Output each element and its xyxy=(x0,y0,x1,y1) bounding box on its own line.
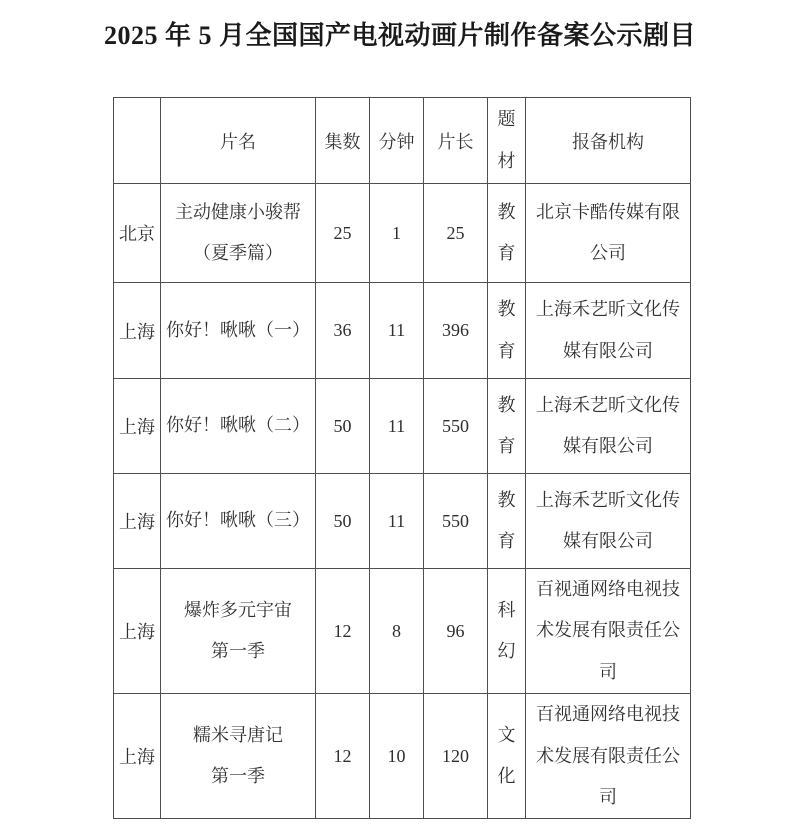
minutes-cell: 10 xyxy=(370,694,424,819)
length-cell: 25 xyxy=(424,184,488,283)
org-cell xyxy=(526,569,691,694)
org-line: 术发展有限责任公 xyxy=(536,745,680,766)
theme-cell xyxy=(488,184,526,283)
table-header-row xyxy=(114,98,691,184)
org-cell xyxy=(526,379,691,474)
minutes-cell: 8 xyxy=(370,569,424,694)
episodes-cell: 36 xyxy=(316,283,370,379)
header-title: 片名 xyxy=(161,98,316,184)
org-line: 媒有限公司 xyxy=(563,340,653,361)
org-cell xyxy=(526,474,691,569)
region-cell: 上海 xyxy=(114,379,161,474)
org-line: 媒有限公司 xyxy=(563,531,653,551)
title-line: 主动健康小骏帮 xyxy=(175,201,301,222)
theme-text: 科幻 xyxy=(497,599,516,662)
theme-cell xyxy=(488,694,526,819)
minutes-cell: 11 xyxy=(370,379,424,474)
theme-cell xyxy=(488,474,526,569)
table-row xyxy=(114,379,691,474)
length-cell: 96 xyxy=(424,569,488,694)
episodes-cell: 50 xyxy=(316,379,370,474)
theme-text: 教育 xyxy=(497,489,516,551)
length-cell: 396 xyxy=(424,283,488,379)
title-line: 你好！啾啾（一） xyxy=(166,319,310,340)
minutes-cell: 1 xyxy=(370,184,424,283)
org-line: 上海禾艺昕文化传 xyxy=(536,489,680,510)
title-line: 糯米寻唐记 xyxy=(193,724,283,745)
region-cell: 上海 xyxy=(114,569,161,694)
theme-cell xyxy=(488,379,526,474)
header-episodes: 集数 xyxy=(316,98,370,184)
header-minutes: 分钟 xyxy=(370,98,424,184)
region-cell: 上海 xyxy=(114,283,161,379)
episodes-cell: 12 xyxy=(316,569,370,694)
title-cell xyxy=(161,694,316,819)
header-theme xyxy=(488,98,526,184)
org-line: 司 xyxy=(599,786,617,807)
table-row xyxy=(114,694,691,819)
header-org: 报备机构 xyxy=(526,98,691,184)
title-cell xyxy=(161,184,316,283)
region-cell: 上海 xyxy=(114,474,161,569)
theme-text: 教育 xyxy=(497,394,516,456)
title-line: 爆炸多元宇宙 xyxy=(184,599,292,620)
theme-cell xyxy=(488,283,526,379)
table-row xyxy=(114,283,691,379)
org-cell xyxy=(526,283,691,379)
header-length: 片长 xyxy=(424,98,488,184)
table-row xyxy=(114,569,691,694)
org-cell xyxy=(526,184,691,283)
title-cell xyxy=(161,379,316,474)
org-cell xyxy=(526,694,691,819)
theme-text: 教育 xyxy=(497,201,516,263)
title-line: 第一季 xyxy=(211,766,265,787)
org-line: 北京卡酷传媒有限 xyxy=(536,201,680,222)
page-title: 2025 年 5 月全国国产电视动画片制作备案公示剧目 xyxy=(103,21,696,50)
length-cell: 550 xyxy=(424,379,488,474)
title-line: （夏季篇） xyxy=(193,243,283,263)
theme-text: 教育 xyxy=(497,299,516,361)
org-line: 上海禾艺昕文化传 xyxy=(536,394,680,415)
episodes-cell: 50 xyxy=(316,474,370,569)
header-theme-text: 题材 xyxy=(497,109,516,171)
table-row xyxy=(114,184,691,283)
org-line: 上海禾艺昕文化传 xyxy=(536,299,680,320)
header-region xyxy=(114,98,161,184)
theme-cell xyxy=(488,569,526,694)
filing-table xyxy=(113,97,691,819)
org-line: 公司 xyxy=(590,243,626,263)
org-line: 百视通网络电视技 xyxy=(536,704,680,725)
table-row xyxy=(114,474,691,569)
title-line: 你好！啾啾（二） xyxy=(166,415,310,436)
title-cell xyxy=(161,569,316,694)
title-line: 你好！啾啾（三） xyxy=(166,510,310,531)
region-cell: 北京 xyxy=(114,184,161,283)
minutes-cell: 11 xyxy=(370,283,424,379)
episodes-cell: 25 xyxy=(316,184,370,283)
title-cell xyxy=(161,474,316,569)
title-line: 第一季 xyxy=(211,641,265,662)
region-cell: 上海 xyxy=(114,694,161,819)
minutes-cell: 11 xyxy=(370,474,424,569)
theme-text: 文化 xyxy=(497,724,516,787)
org-line: 术发展有限责任公 xyxy=(536,620,680,641)
org-line: 媒有限公司 xyxy=(563,436,653,456)
org-line: 司 xyxy=(599,661,617,682)
episodes-cell: 12 xyxy=(316,694,370,819)
org-line: 百视通网络电视技 xyxy=(536,579,680,599)
length-cell: 120 xyxy=(424,694,488,819)
title-cell xyxy=(161,283,316,379)
length-cell: 550 xyxy=(424,474,488,569)
